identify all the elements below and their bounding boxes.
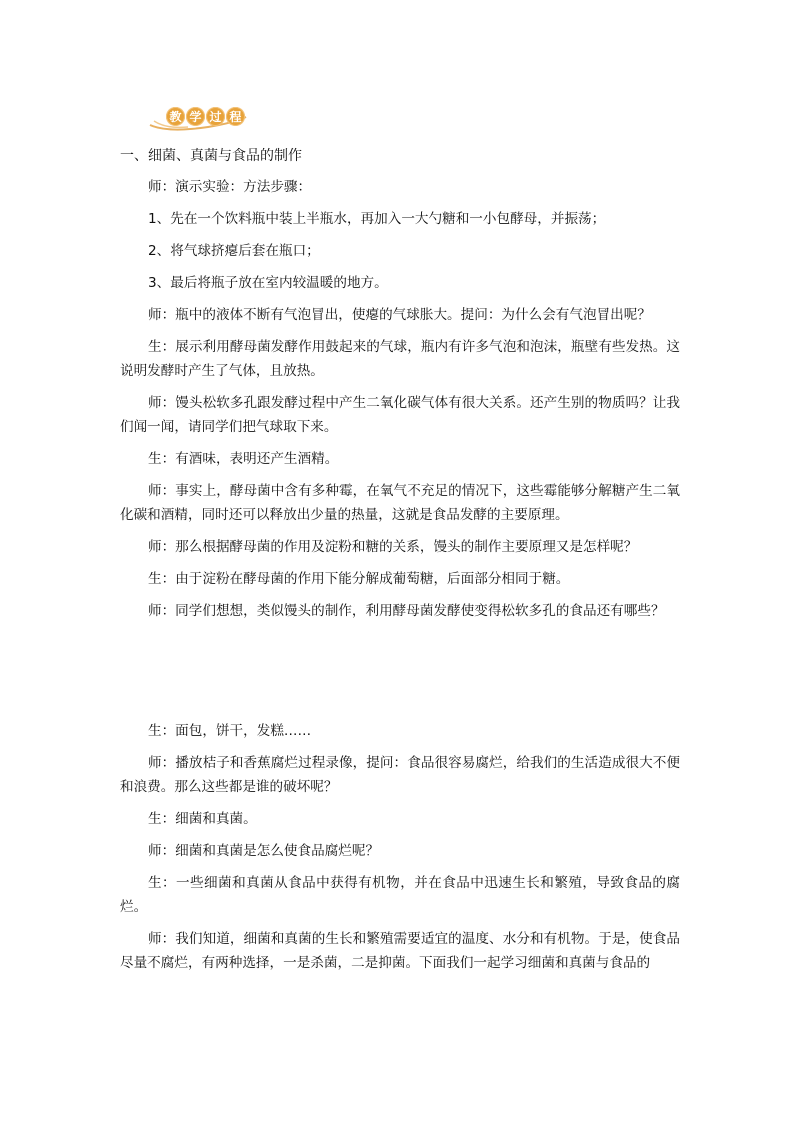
paragraph: 生：面包，饼干，发糕…… (148, 723, 312, 739)
paragraph: 生：细菌和真菌。 (148, 811, 257, 827)
paragraph: 师：那么根据酵母菌的作用及淀粉和糖的关系，馒头的制作主要原理又是怎样呢？ (148, 539, 638, 555)
blank-space (120, 631, 680, 719)
paragraph: 师：同学们想想，类似馒头的制作，利用酵母菌发酵使变得松软多孔的食品还有哪些？ (148, 603, 665, 619)
paragraph: 生：有酒味，表明还产生酒精。 (148, 451, 339, 467)
paragraph: 1、先在一个饮料瓶中装上半瓶水，再加入一大勺糖和一小包酵母，并振荡； (148, 211, 606, 227)
paragraph: 2、将气球挤瘪后套在瓶口； (148, 243, 320, 259)
paragraph: 3、最后将瓶子放在室内较温暖的地方。 (148, 275, 388, 291)
badge-char: 过 (206, 107, 225, 126)
paragraph: 师：播放桔子和香蕉腐烂过程录像，提问：食品很容易腐烂，给我们的生活造成很大不便和浪费。那么这些都是谁的破坏呢？ (120, 755, 680, 795)
badge-char: 教 (166, 107, 185, 126)
paragraph: 生：展示利用酵母菌发酵作用鼓起来的气球，瓶内有许多气泡和泡沫，瓶壁有些发热。这说明发酵时产生了气体，且放热。 (120, 339, 680, 379)
section-badge (148, 103, 248, 133)
paragraph: 师：馒头松软多孔跟发酵过程中产生二氧化碳气体有很大关系。还产生别的物质吗？让我们闻一闻，请同学们把气球取下来。 (120, 395, 680, 435)
badge-char: 学 (186, 107, 205, 126)
badge-chars (166, 107, 245, 126)
paragraph: 生：由于淀粉在酵母菌的作用下能分解成葡萄糖，后面部分相同于糖。 (148, 571, 570, 587)
paragraph: 师：细菌和真菌是怎么使食品腐烂呢？ (148, 843, 380, 859)
paragraph: 师：事实上，酵母菌中含有多种霉，在氧气不充足的情况下，这些霉能够分解糖产生二氧化碳和酒精，同时还可以释放出少量的热量，这就是食品发酵的主要原理。 (120, 483, 680, 523)
lesson-content (120, 175, 680, 983)
paragraph: 师：瓶中的液体不断有气泡冒出，使瘪的气球胀大。提问：为什么会有气泡冒出呢？ (148, 307, 651, 323)
paragraph: 生：一些细菌和真菌从食品中获得有机物，并在食品中迅速生长和繁殖，导致食品的腐烂。 (120, 875, 680, 915)
badge-char: 程 (226, 107, 245, 126)
paragraph: 师：我们知道，细菌和真菌的生长和繁殖需要适宜的温度、水分和有机物。于是，使食品尽量不腐烂，有两种选择，一是杀菌，二是抑菌。下面我们一起学习细菌和真菌与食品的 (120, 931, 680, 971)
section-title: 一、细菌、真菌与食品的制作 (120, 148, 302, 164)
paragraph: 师：演示实验：方法步骤： (148, 179, 312, 195)
